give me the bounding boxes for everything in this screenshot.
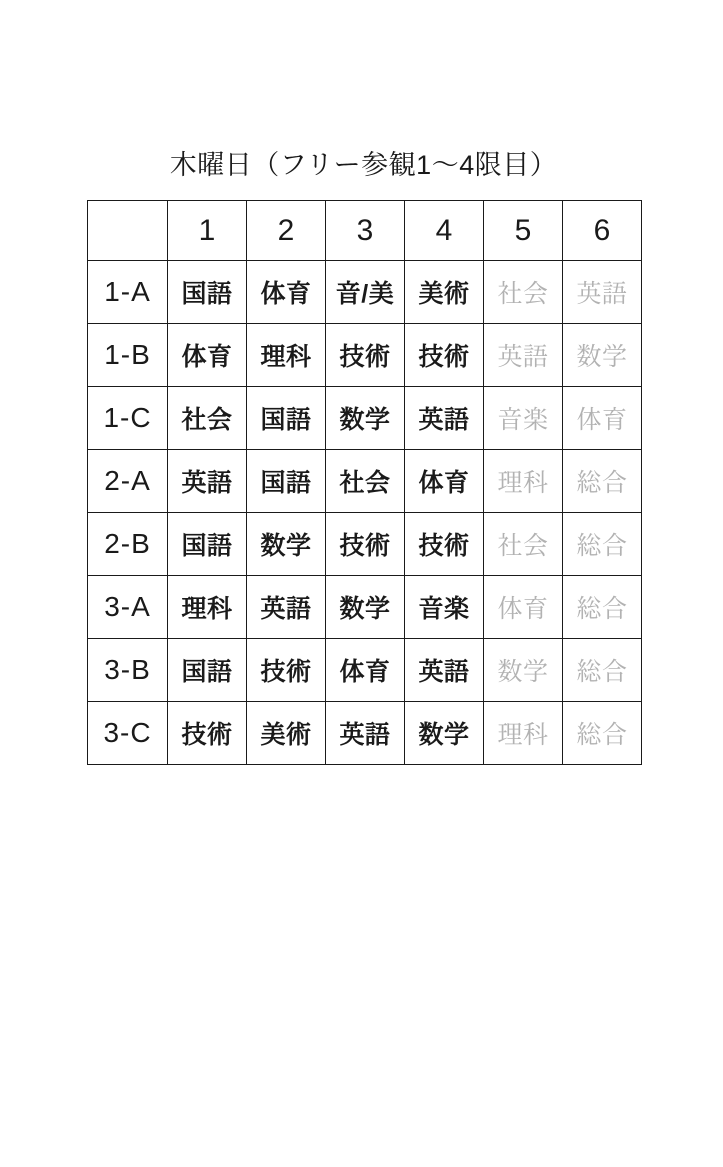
- timetable-body: [88, 261, 642, 765]
- subject-cell: 英語: [405, 387, 484, 450]
- subject-cell: 総合: [563, 702, 642, 765]
- class-label: 1-C: [88, 387, 168, 450]
- period-header: 6: [563, 201, 642, 261]
- subject-cell: 理科: [484, 450, 563, 513]
- table-row: [88, 450, 642, 513]
- period-header: 2: [247, 201, 326, 261]
- subject-cell: 社会: [326, 450, 405, 513]
- class-label: 3-A: [88, 576, 168, 639]
- class-label: 1-A: [88, 261, 168, 324]
- period-header: 5: [484, 201, 563, 261]
- subject-cell: 数学: [247, 513, 326, 576]
- table-row: [88, 702, 642, 765]
- subject-cell: 社会: [484, 513, 563, 576]
- subject-cell: 理科: [484, 702, 563, 765]
- subject-cell: 社会: [168, 387, 247, 450]
- subject-cell: 技術: [247, 639, 326, 702]
- subject-cell: 数学: [484, 639, 563, 702]
- subject-cell: 体育: [326, 639, 405, 702]
- subject-cell: 国語: [247, 450, 326, 513]
- subject-cell: 国語: [168, 639, 247, 702]
- class-label: 3-C: [88, 702, 168, 765]
- table-row: [88, 639, 642, 702]
- subject-cell: 英語: [168, 450, 247, 513]
- subject-cell: 英語: [484, 324, 563, 387]
- subject-cell: 英語: [405, 639, 484, 702]
- table-row: [88, 261, 642, 324]
- subject-cell: 理科: [168, 576, 247, 639]
- subject-cell: 国語: [168, 261, 247, 324]
- subject-cell: 総合: [563, 576, 642, 639]
- period-header: 1: [168, 201, 247, 261]
- period-header: 3: [326, 201, 405, 261]
- subject-cell: 美術: [247, 702, 326, 765]
- subject-cell: 音楽: [484, 387, 563, 450]
- subject-cell: 理科: [247, 324, 326, 387]
- subject-cell: 英語: [247, 576, 326, 639]
- subject-cell: 総合: [563, 513, 642, 576]
- subject-cell: 音楽: [405, 576, 484, 639]
- timetable-header-row: [88, 201, 642, 261]
- table-row: [88, 387, 642, 450]
- subject-cell: 技術: [326, 513, 405, 576]
- table-row: [88, 324, 642, 387]
- subject-cell: 数学: [326, 576, 405, 639]
- class-label: 2-A: [88, 450, 168, 513]
- corner-cell: [88, 201, 168, 261]
- page-title: 木曜日（フリー参観1～4限目）: [169, 150, 558, 180]
- subject-cell: 技術: [405, 513, 484, 576]
- subject-cell: 体育: [563, 387, 642, 450]
- subject-cell: 国語: [168, 513, 247, 576]
- class-label: 3-B: [88, 639, 168, 702]
- subject-cell: 総合: [563, 450, 642, 513]
- document-page: [0, 143, 723, 1167]
- subject-cell: 数学: [326, 387, 405, 450]
- subject-cell: 数学: [563, 324, 642, 387]
- subject-cell: 技術: [405, 324, 484, 387]
- class-label: 1-B: [88, 324, 168, 387]
- subject-cell: 音/美: [326, 261, 405, 324]
- class-label: 2-B: [88, 513, 168, 576]
- subject-cell: 体育: [405, 450, 484, 513]
- subject-cell: 体育: [484, 576, 563, 639]
- table-row: [88, 576, 642, 639]
- timetable: [87, 200, 642, 765]
- subject-cell: 技術: [326, 324, 405, 387]
- subject-cell: 美術: [405, 261, 484, 324]
- subject-cell: 体育: [168, 324, 247, 387]
- subject-cell: 英語: [326, 702, 405, 765]
- period-header: 4: [405, 201, 484, 261]
- subject-cell: 国語: [247, 387, 326, 450]
- subject-cell: 社会: [484, 261, 563, 324]
- subject-cell: 英語: [563, 261, 642, 324]
- subject-cell: 体育: [247, 261, 326, 324]
- subject-cell: 総合: [563, 639, 642, 702]
- timetable-head: [88, 201, 642, 261]
- subject-cell: 技術: [168, 702, 247, 765]
- subject-cell: 数学: [405, 702, 484, 765]
- table-row: [88, 513, 642, 576]
